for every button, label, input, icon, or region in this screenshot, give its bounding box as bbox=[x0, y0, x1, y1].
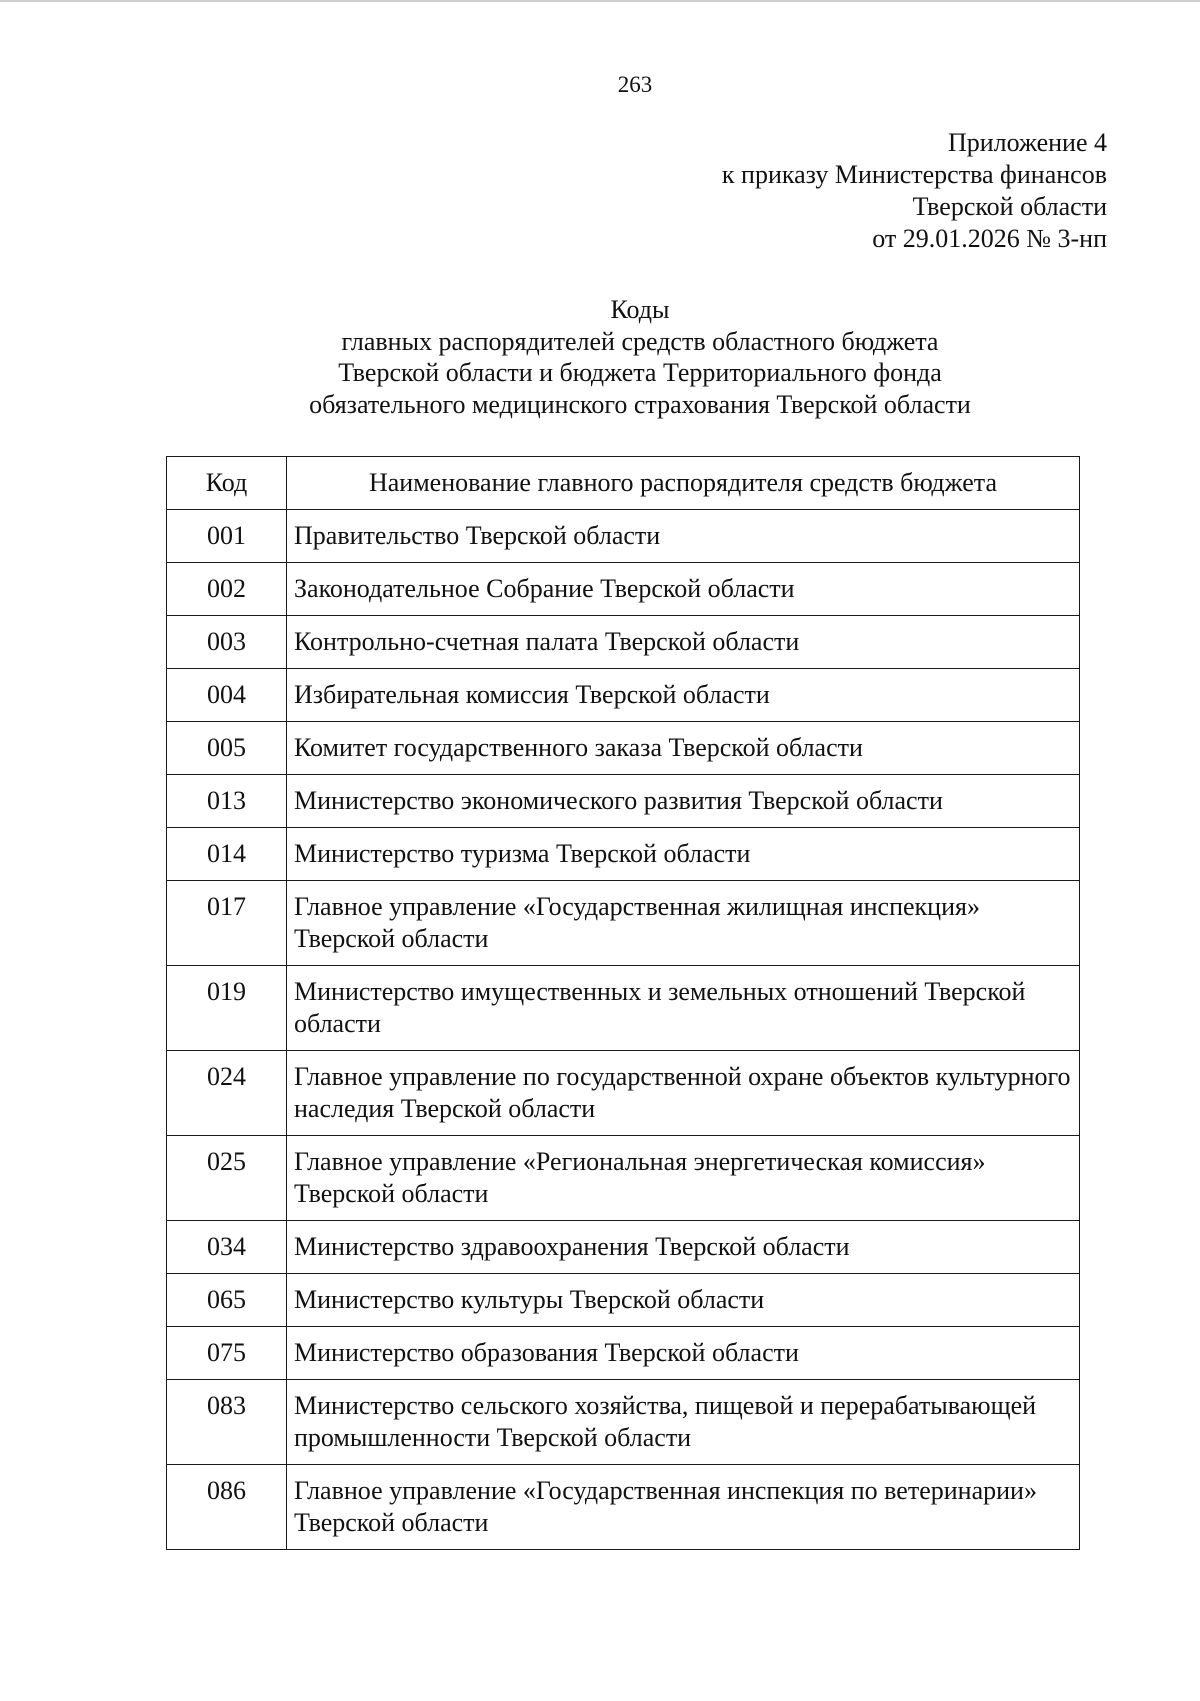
appendix-line: Тверской области bbox=[912, 192, 1107, 221]
row-name: Министерство туризма Тверской области bbox=[287, 828, 1080, 881]
row-code: 075 bbox=[167, 1327, 287, 1380]
row-code: 086 bbox=[167, 1465, 287, 1550]
appendix-line: к приказу Министерства финансов bbox=[721, 160, 1107, 189]
row-name: Министерство здравоохранения Тверской области bbox=[287, 1221, 1080, 1274]
row-name: Комитет государственного заказа Тверской области bbox=[287, 722, 1080, 775]
row-name: Главное управление «Региональная энергетическая комиссия» Тверской области bbox=[287, 1136, 1080, 1221]
codes-table bbox=[166, 456, 1080, 1550]
table-row bbox=[167, 775, 1080, 828]
table-row bbox=[167, 616, 1080, 669]
row-code: 083 bbox=[167, 1380, 287, 1465]
row-name: Главное управление «Государственная жилищная инспекция» Тверской области bbox=[287, 881, 1080, 966]
table-row bbox=[167, 1465, 1080, 1550]
table-row bbox=[167, 966, 1080, 1051]
table-row bbox=[167, 669, 1080, 722]
page-top-edge bbox=[0, 0, 1200, 2]
row-code: 005 bbox=[167, 722, 287, 775]
table-row bbox=[167, 1327, 1080, 1380]
row-code: 024 bbox=[167, 1051, 287, 1136]
title-line: Коды bbox=[610, 295, 670, 324]
row-code: 034 bbox=[167, 1221, 287, 1274]
row-name: Законодательное Собрание Тверской области bbox=[287, 563, 1080, 616]
row-code: 013 bbox=[167, 775, 287, 828]
row-name: Министерство культуры Тверской области bbox=[287, 1274, 1080, 1327]
title-line: главных распорядителей средств областного бюджета bbox=[341, 326, 939, 356]
table-row bbox=[167, 1221, 1080, 1274]
title-line: обязательного медицинского страхования Тверской области bbox=[309, 389, 971, 419]
row-code: 001 bbox=[167, 510, 287, 563]
appendix-line: от 29.01.2026 № 3-нп bbox=[872, 224, 1107, 253]
row-name: Министерство экономического развития Тверской области bbox=[287, 775, 1080, 828]
table-header-row bbox=[167, 457, 1080, 510]
table-row bbox=[167, 722, 1080, 775]
table-row bbox=[167, 563, 1080, 616]
table-row bbox=[167, 1380, 1080, 1465]
header-name: Наименование главного распорядителя средств бюджета bbox=[287, 457, 1080, 510]
table-row bbox=[167, 1274, 1080, 1327]
row-code: 017 bbox=[167, 881, 287, 966]
table-row bbox=[167, 828, 1080, 881]
row-name: Главное управление «Государственная инспекция по ветеринарии» Тверской области bbox=[287, 1465, 1080, 1550]
row-name: Министерство имущественных и земельных отношений Тверской области bbox=[287, 966, 1080, 1051]
row-code: 004 bbox=[167, 669, 287, 722]
row-name: Министерство образования Тверской области bbox=[287, 1327, 1080, 1380]
row-name: Министерство сельского хозяйства, пищевой и перерабатывающей промышленности Тверской области bbox=[287, 1380, 1080, 1465]
row-name: Контрольно-счетная палата Тверской области bbox=[287, 616, 1080, 669]
table-row bbox=[167, 1051, 1080, 1136]
table-row bbox=[167, 510, 1080, 563]
row-name: Избирательная комиссия Тверской области bbox=[287, 669, 1080, 722]
table-row bbox=[167, 1136, 1080, 1221]
row-code: 025 bbox=[167, 1136, 287, 1221]
header-code: Код bbox=[167, 457, 287, 510]
row-code: 019 bbox=[167, 966, 287, 1051]
appendix-note bbox=[722, 127, 1107, 255]
row-code: 002 bbox=[167, 563, 287, 616]
title-line: Тверской области и бюджета Территориального фонда bbox=[338, 358, 942, 387]
row-code: 003 bbox=[167, 616, 287, 669]
table-row bbox=[167, 881, 1080, 966]
page-number: 263 bbox=[617, 72, 653, 97]
row-code: 014 bbox=[167, 828, 287, 881]
row-code: 065 bbox=[167, 1274, 287, 1327]
row-name: Правительство Тверской области bbox=[287, 510, 1080, 563]
row-name: Главное управление по государственной охране объектов культурного наследия Тверской области bbox=[287, 1051, 1080, 1136]
appendix-line: Приложение 4 bbox=[947, 128, 1107, 157]
document-title bbox=[160, 294, 1120, 420]
